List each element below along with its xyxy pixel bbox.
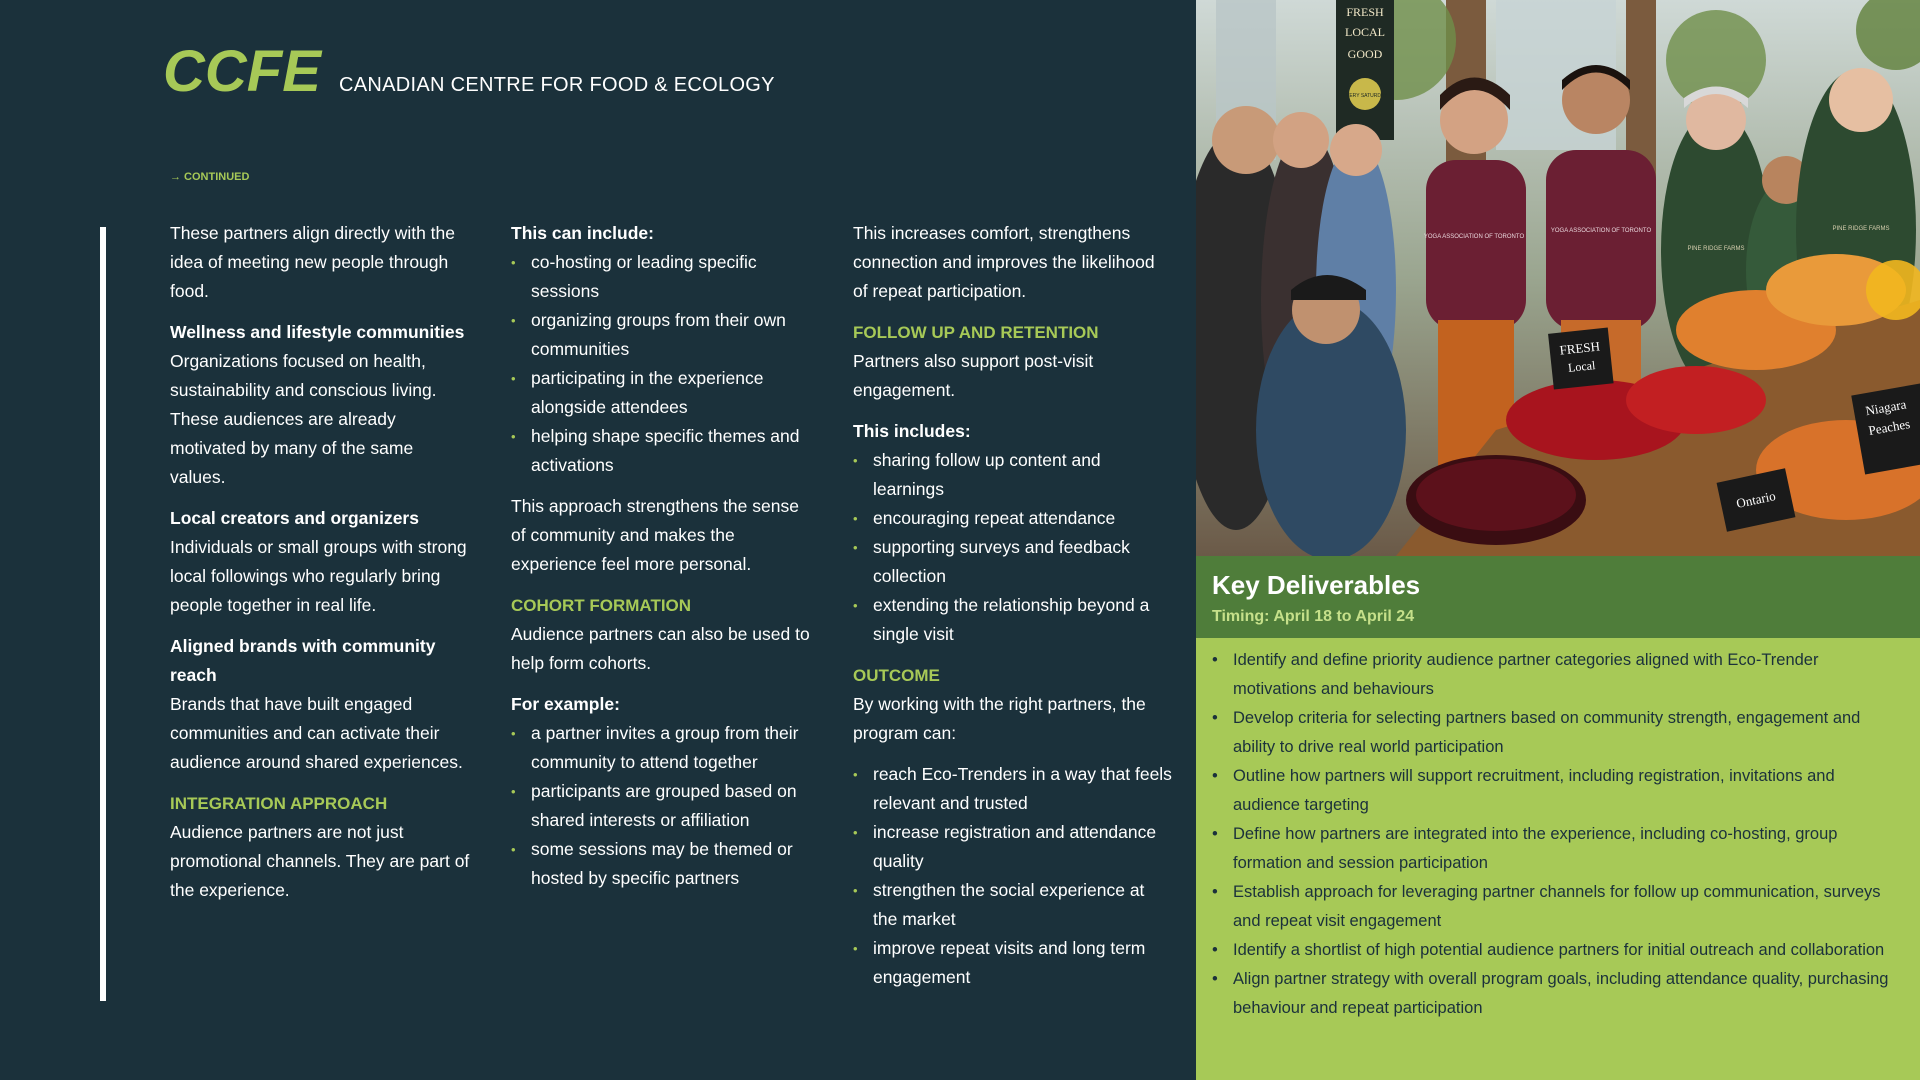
integration-text: Audience partners are not just promotional channels. They are part of the experience.	[170, 822, 470, 900]
list-item: • supporting surveys and feedback collection	[853, 533, 1173, 591]
market-photo	[1196, 0, 1920, 556]
sign-peaches-text-2: Peaches	[1867, 416, 1912, 439]
column-integration	[511, 219, 811, 905]
brands-block	[170, 632, 470, 777]
comfort-text: This increases comfort, strengthens connection and improves the likelihood of repeat participation.	[853, 223, 1155, 301]
ccfe-logo	[163, 46, 333, 98]
deliverable-item: • Define how partners are integrated into the experience, including co-hosting, group formation and session participation	[1212, 820, 1902, 878]
deliverable-item: • Establish approach for leveraging partner channels for follow up communication, surveys and repeat visit engagement	[1212, 878, 1902, 936]
market-banner	[1336, 0, 1394, 140]
banner-text-1: FRESH	[1346, 5, 1384, 19]
continued-label: → CONTINUED	[170, 171, 250, 183]
vertical-divider	[100, 227, 106, 1001]
wellness-title: Wellness and lifestyle communities	[170, 322, 465, 342]
integration-heading: INTEGRATION APPROACH	[170, 794, 388, 813]
list-item: • reach Eco-Trenders in a way that feels relevant and trusted	[853, 760, 1173, 818]
list-item: • a partner invites a group from their community to attend together	[511, 719, 811, 777]
list-item: • sharing follow up content and learnings	[853, 446, 1173, 504]
shirt-text-1: YOGA ASSOCIATION OF TORONTO	[1423, 234, 1525, 240]
list-item: • improve repeat visits and long term engagement	[853, 934, 1173, 992]
sign-ontario-text: Ontario	[1734, 488, 1777, 511]
deliverable-item: • Develop criteria for selecting partners based on community strength, engagement and ability to drive real world participation	[1212, 704, 1902, 762]
list-item: • co-hosting or leading specific sessions	[511, 248, 811, 306]
includes-list	[511, 248, 811, 480]
sign-fresh-text-2: Local	[1567, 358, 1596, 375]
followup-list	[853, 446, 1173, 649]
sign-peaches-text-1: Niagara	[1864, 396, 1908, 419]
shirt-text-2: YOGA ASSOCIATION OF TORONTO	[1550, 228, 1652, 234]
list-item: • increase registration and attendance quality	[853, 818, 1173, 876]
list-item: • participating in the experience alongside attendees	[511, 364, 811, 422]
cherries-basket	[1406, 455, 1586, 545]
deliverables-title: Key Deliverables	[1212, 570, 1421, 600]
cohort-heading: COHORT FORMATION	[511, 596, 692, 615]
outcome-block	[853, 661, 1173, 748]
market-scene	[1196, 0, 1920, 556]
includes-title: This can include:	[511, 223, 654, 243]
outcome-text: By working with the right partners, the program can:	[853, 694, 1146, 743]
brands-text: Brands that have built engaged communities and can activate their audience around shared experiences.	[170, 694, 463, 772]
org-name: CANADIAN CENTRE FOR FOOD & ECOLOGY	[339, 74, 775, 96]
example-title: For example:	[511, 694, 620, 714]
cohort-text: Audience partners can also be used to help form cohorts.	[511, 624, 810, 673]
sign-fresh-text-1: FRESH	[1558, 338, 1601, 358]
creators-title: Local creators and organizers	[170, 508, 419, 528]
banner-text-3: GOOD	[1347, 47, 1383, 61]
deliverable-item: • Align partner strategy with overall program goals, including attendance quality, purchasing behaviour and repeat participation	[1212, 965, 1902, 1023]
list-item: • strengthen the social experience at the market	[853, 876, 1173, 934]
deliverables-header	[1196, 556, 1920, 638]
list-item: • encouraging repeat attendance	[853, 504, 1173, 533]
cohort-block	[511, 591, 811, 678]
logo-text: CCFE	[163, 46, 321, 98]
sign-fresh-local	[1548, 328, 1614, 390]
intro-text: These partners align directly with the idea of meeting new people through food.	[170, 223, 455, 301]
creators-block	[170, 504, 470, 620]
list-item: • helping shape specific themes and activations	[511, 422, 811, 480]
banner-badge: EVERY SATURDAY	[1342, 93, 1388, 99]
apron-text-1: PINE RIDGE FARMS	[1687, 246, 1745, 252]
brands-title: Aligned brands with community reach	[170, 636, 436, 685]
examples-list	[511, 719, 811, 893]
list-item: • extending the relationship beyond a single visit	[853, 591, 1173, 649]
outcome-list	[853, 760, 1173, 992]
deliverables-panel	[1196, 638, 1920, 1080]
list-item: • some sessions may be themed or hosted by specific partners	[511, 835, 811, 893]
deliverables-list	[1212, 646, 1902, 1023]
wellness-text: Organizations focused on health, sustainability and conscious living. These audiences are already motivated by many of the same values.	[170, 351, 437, 487]
column-partners	[170, 219, 470, 917]
followup-block	[853, 318, 1173, 405]
wellness-block	[170, 318, 470, 492]
col3-includes-title: This includes:	[853, 421, 971, 441]
list-item: • participants are grouped based on shared interests or affiliation	[511, 777, 811, 835]
list-item: • organizing groups from their own communities	[511, 306, 811, 364]
followup-text: Partners also support post-visit engagement.	[853, 351, 1094, 400]
banner-text-2: LOCAL	[1345, 25, 1385, 39]
integration-block	[170, 789, 470, 905]
approach-text: This approach strengthens the sense of community and makes the experience feel more personal.	[511, 496, 799, 574]
deliverable-item: • Identify a shortlist of high potential audience partners for initial outreach and collaboration	[1212, 936, 1902, 965]
column-retention	[853, 219, 1173, 1004]
outcome-heading: OUTCOME	[853, 666, 940, 685]
deliverable-item: • Outline how partners will support recruitment, including registration, invitations and audience targeting	[1212, 762, 1902, 820]
creators-text: Individuals or small groups with strong local followings who regularly bring people together in real life.	[170, 537, 467, 615]
apron-text-2: PINE RIDGE FARMS	[1832, 226, 1890, 232]
deliverables-timing: Timing: April 18 to April 24	[1212, 608, 1415, 625]
followup-heading: FOLLOW UP AND RETENTION	[853, 323, 1099, 342]
deliverable-item: • Identify and define priority audience partner categories aligned with Eco-Trender motivations and behaviours	[1212, 646, 1902, 704]
